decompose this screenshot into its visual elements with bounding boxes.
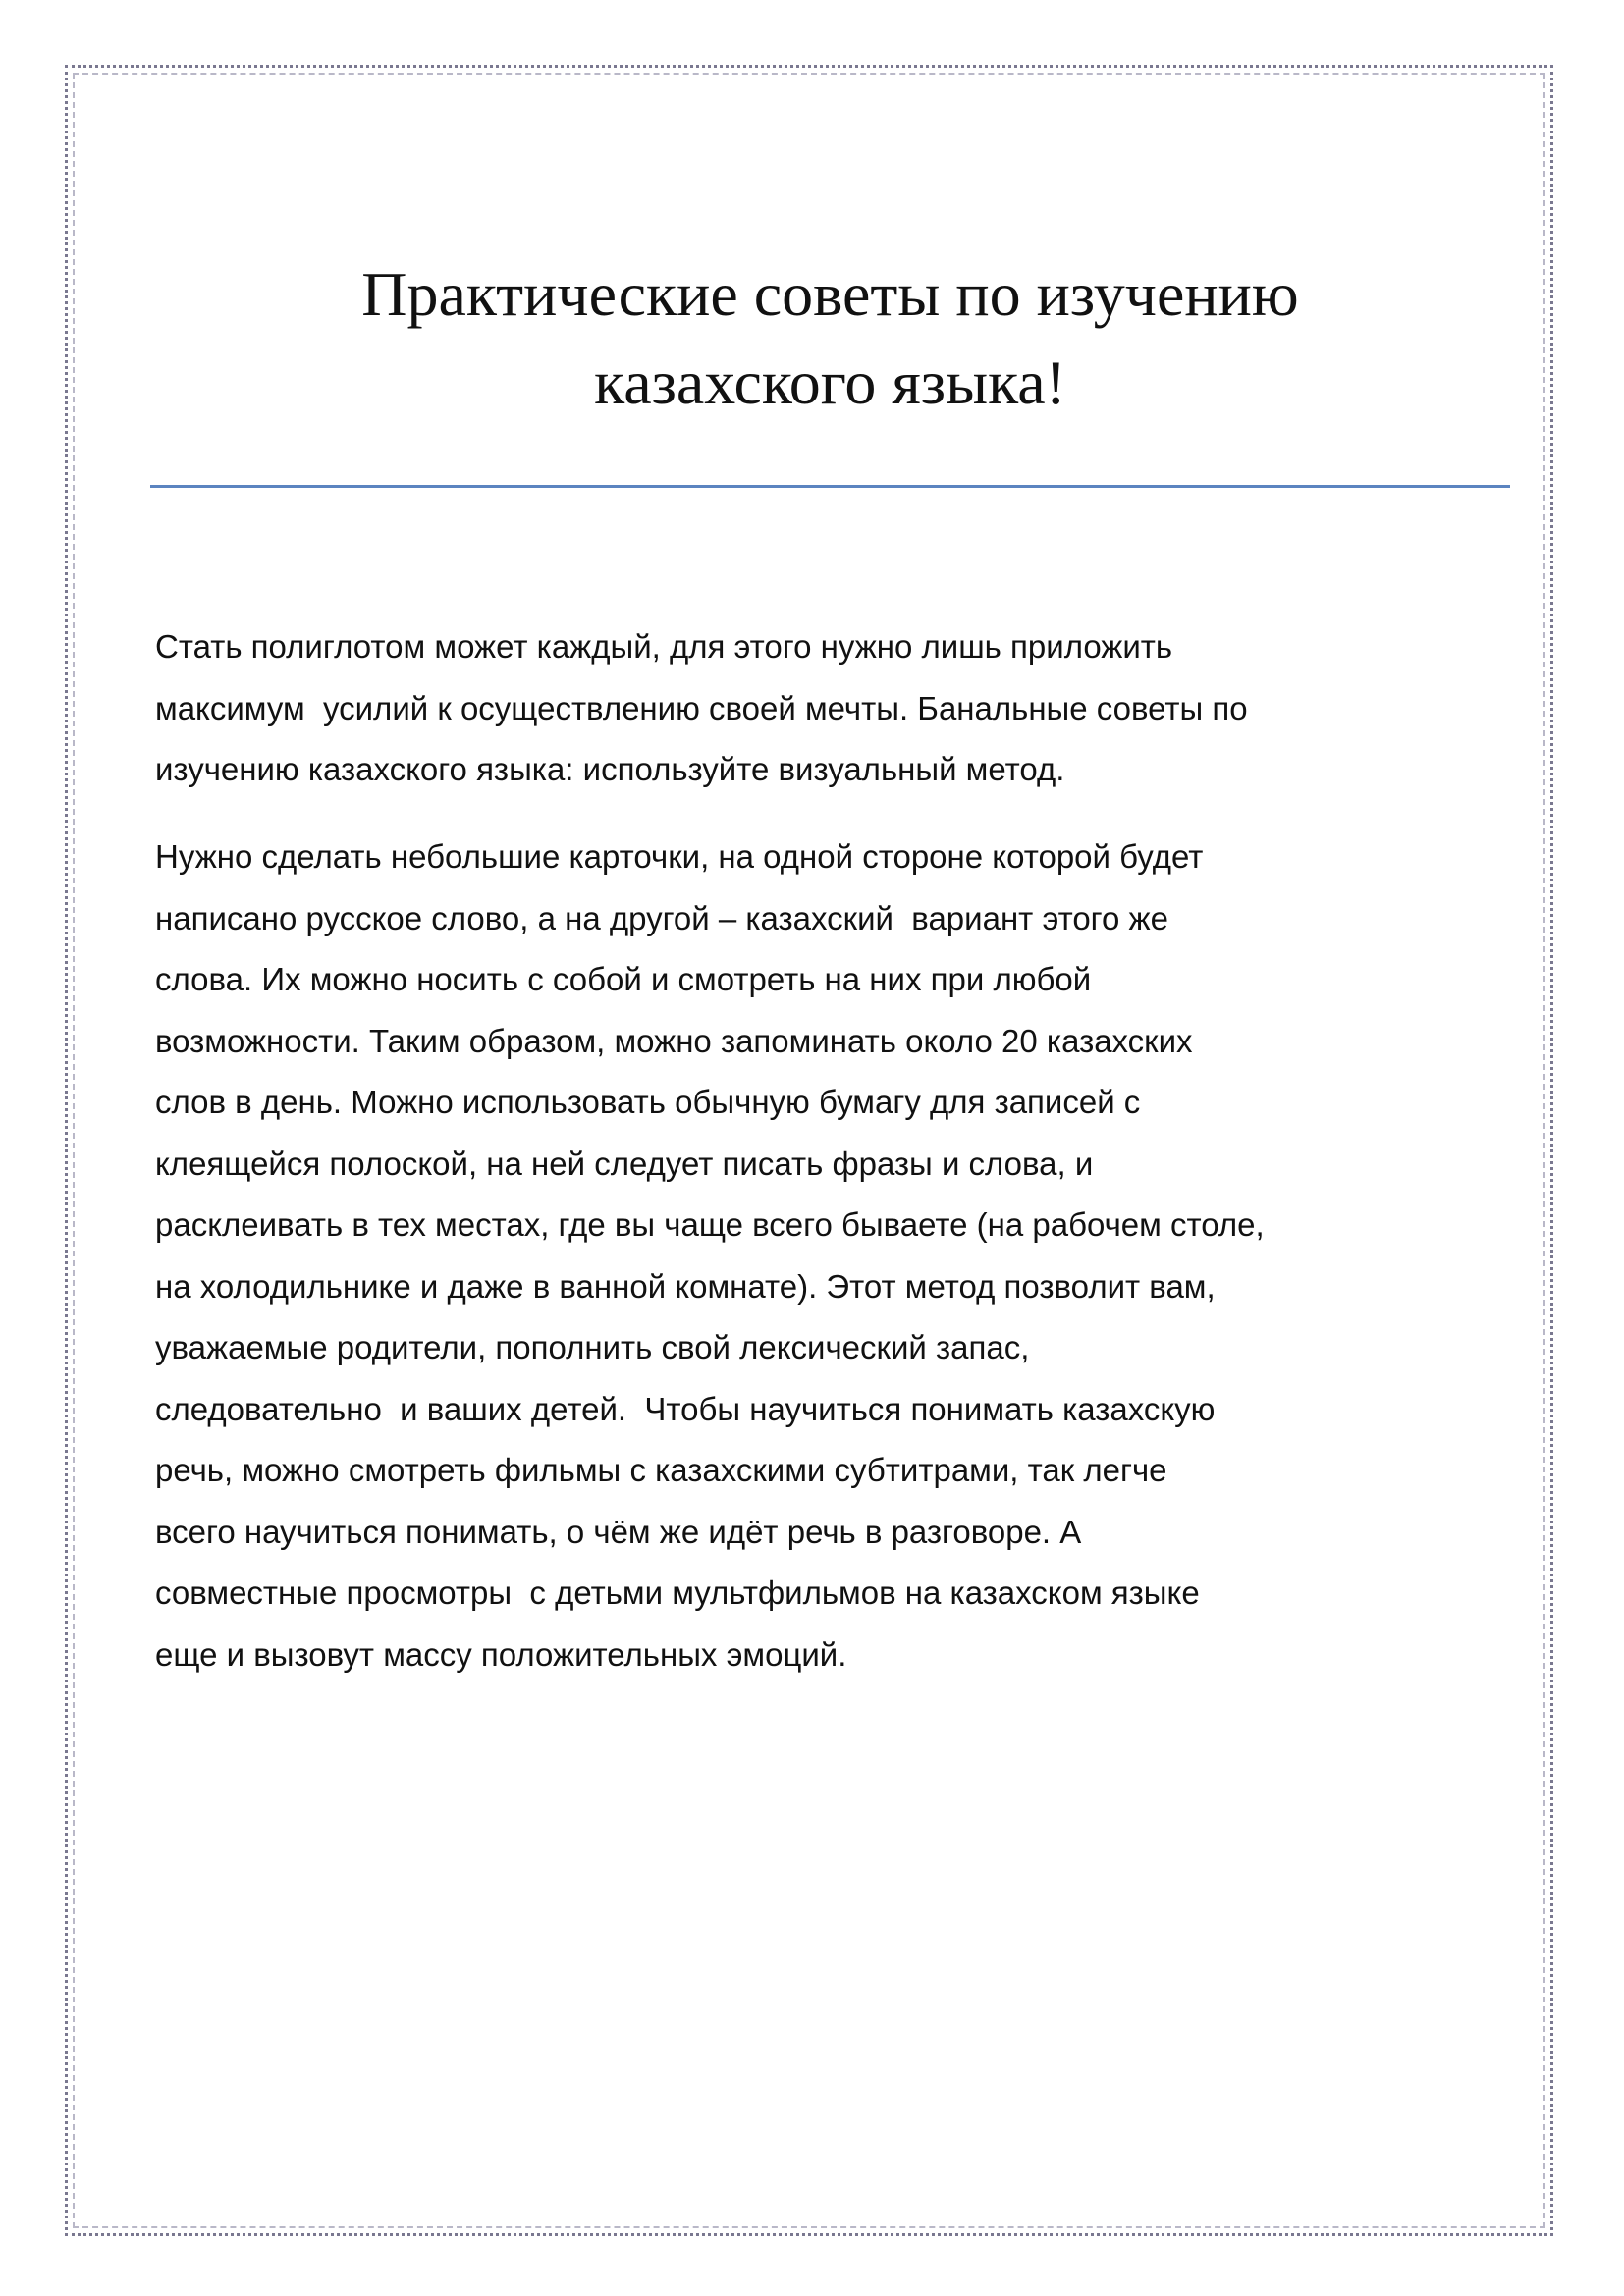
paragraph-1 (155, 616, 1248, 801)
text-line: возможности. Таким образом, можно запоминать около 20 казахских (155, 1022, 1193, 1059)
text-line: изучению казахского языка: используйте визуальный метод. (155, 751, 1065, 787)
title-line: Практические советы по изучению (361, 259, 1299, 329)
text-line: максимум усилий к осуществлению своей мечты. Банальные советы по (155, 689, 1248, 726)
text-line: совместные просмотры с детьми мультфильмов на казахском языке (155, 1575, 1200, 1611)
text-line: на холодильнике и даже в ванной комнате). Этот метод позволит вам, (155, 1267, 1216, 1305)
text-line: речь, можно смотреть фильмы с казахскими субтитрами, так легче (155, 1452, 1167, 1488)
text-line: слов в день. Можно использовать обычную бумагу для записей с (155, 1084, 1141, 1120)
title-line: казахского языка! (594, 347, 1066, 417)
text-line: еще и вызовут массу положительных эмоций. (155, 1635, 847, 1673)
text-line: клеящейся полоской, на ней следует писать фразы и слова, и (155, 1145, 1094, 1182)
text-line: уважаемые родители, пополнить свой лексический запас, (155, 1329, 1030, 1365)
document-title (150, 250, 1510, 427)
text-line: Стать полиглотом может каждый, для этого нужно лишь приложить (155, 628, 1173, 665)
title-divider (150, 485, 1510, 488)
text-line: слова. Их можно носить с собой и смотреть на них при любой (155, 961, 1092, 997)
text-line: написано русское слово, а на другой – казахский вариант этого же (155, 899, 1168, 936)
text-line: расклеивать в тех местах, где вы чаще всего бываете (на рабочем столе, (155, 1206, 1265, 1243)
text-line: следовательно и ваших детей. Чтобы научиться понимать казахскую (155, 1390, 1216, 1427)
text-line: всего научиться понимать, о чём же идёт речь в разговоре. А (155, 1513, 1082, 1550)
text-line: Нужно сделать небольшие карточки, на одной стороне которой будет (155, 838, 1204, 875)
paragraph-2 (155, 827, 1265, 1685)
